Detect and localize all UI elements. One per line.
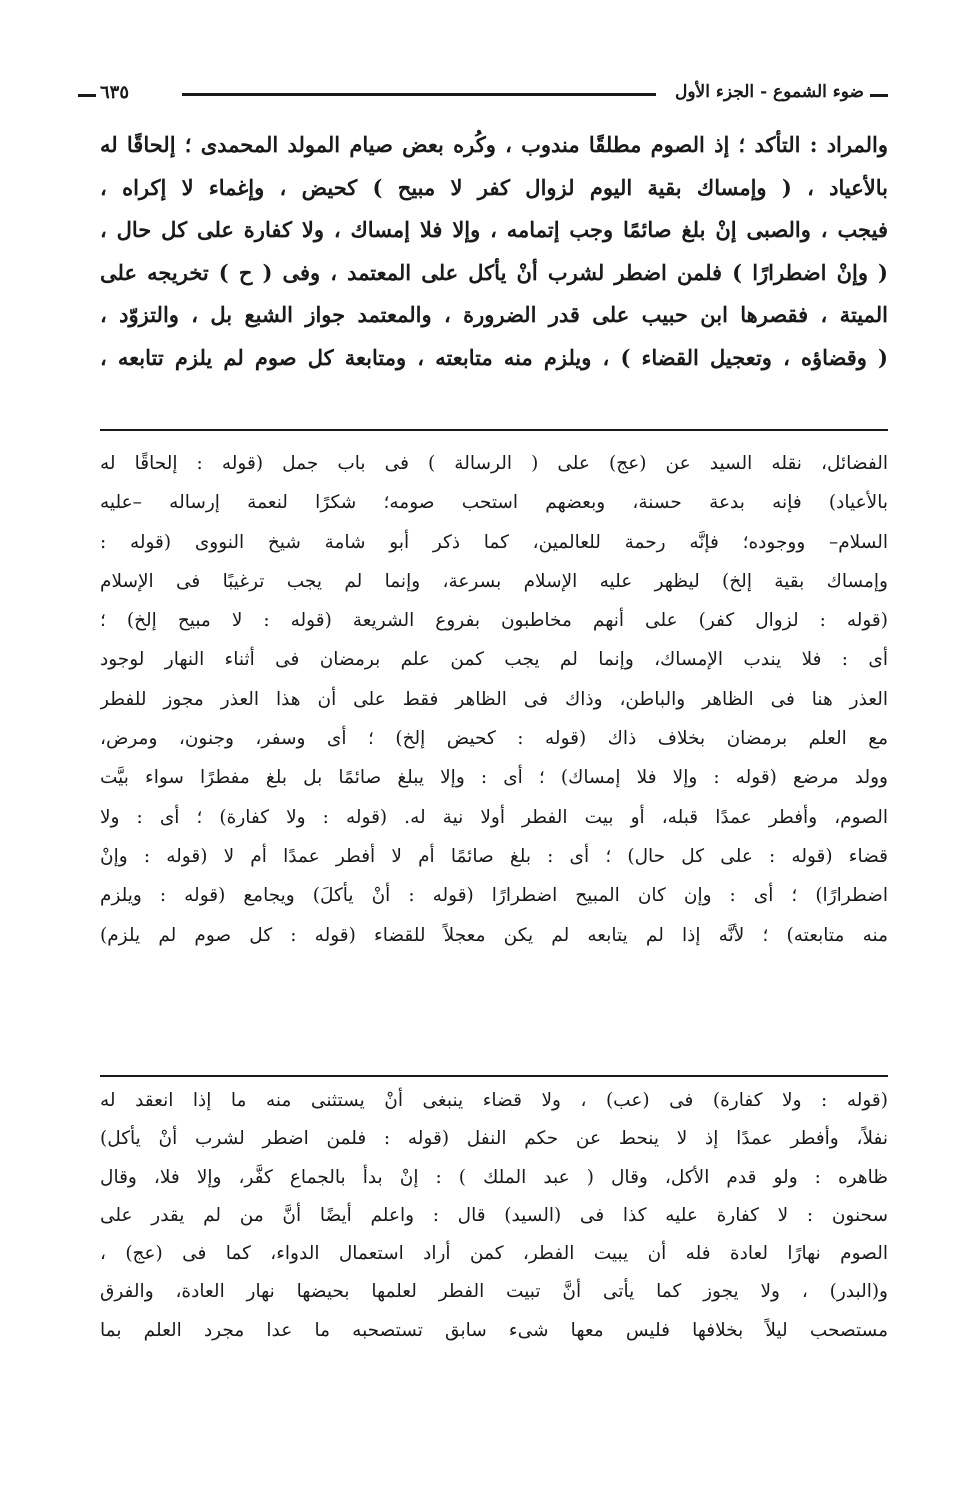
footnote-line: مستصحب ليلاً بخلافها فليس معها شىء سابق تستصحبه ما عدا مجرد العلم بما <box>100 1319 888 1341</box>
commentary-line: الفضائل، نقله السيد عن (عج) على ( الرسالة ) فى باب جمل (قوله : إلحاقًا له <box>100 453 888 474</box>
footnote-line: نفلاً، وأفطر عمدًا إذ لا ينحط عن حكم النفل (قوله : فلمن اضطر لشرب أنْ يأكل) <box>100 1128 888 1150</box>
commentary-line: بالأعياد) فإنه بدعة حسنة، وبعضهم استحب صومه؛ شكرًا لنعمة إرساله –عليه <box>100 492 888 514</box>
section-divider <box>100 1075 888 1077</box>
commentary-line: مع العلم برمضان بخلاف ذاك (قوله : كحيض إلخ) ؛ أى وسفر، وجنون، ومرض، <box>100 728 888 750</box>
section-divider <box>100 429 888 431</box>
commentary-line: وإمساك بقية إلخ) ليظهر عليه الإسلام بسرعة، وإنما لم يجب ترغيبًا فى الإسلام <box>100 570 888 592</box>
main-text-line: ( وقضاؤه ، وتعجيل القضاء ) ، ويلزم منه متابعته ، ومتابعة كل صوم لم يلزم تتابعه ، <box>100 344 888 370</box>
commentary-line: (قوله : لزوال كفر) على أنهم مخاطبون بفروع الشريعة (قوله : لا مبيح إلخ) ؛ <box>100 610 888 632</box>
commentary-line: أى : فلا يندب الإمساك، وإنما لم يجب كمن علم برمضان فى أثناء النهار لوجود <box>100 649 888 671</box>
footnote-line: ظاهره : ولو قدم الأكل، وقال ( عبد الملك ) : إنْ بدأ بالجماع كفَّر، وإلا فلا، وقال <box>100 1166 888 1188</box>
footnote-line: سحنون : لا كفارة عليه كذا فى (السيد) قال : واعلم أيضًا أنَّ من لم يقدر على <box>100 1204 888 1226</box>
commentary-line: اضطرارًا) ؛ أى : وإن كان المبيح اضطرارًا (قوله : أنْ يأكلَ) ويجامع (قوله : ويلزم <box>100 885 888 907</box>
commentary-line: منه متابعته) ؛ لأنَّه إذا لم يتابعه لم يكن معجلاً للقضاء (قوله : كل صوم لم يلزم) <box>100 924 888 946</box>
main-text-line: الميتة ، فقصرها ابن حبيب على قدر الضرورة ، والمعتمد جواز الشبع بل ، والتزوّد ، <box>100 302 888 328</box>
running-header <box>100 80 888 110</box>
footnotes-text <box>100 1082 888 1350</box>
main-text-line: والمراد : التأكد ؛ إذ الصوم مطلقًا مندوب ، وكُره بعض صيام المولد المحمدى ؛ إلحاقًا له <box>100 132 888 157</box>
page-number: ٦٣٥ <box>100 82 130 103</box>
footnote-line: الصوم نهارًا لعادة فله أن يبيت الفطر، كمن أراد استعمال الدواء، كما فى (عج) ، <box>100 1243 888 1265</box>
commentary-line: الصوم، وأفطر عمدًا قبله، أو بيت الفطر أولا نية له. (قوله : ولا كفارة) ؛ أى : ولا <box>100 806 888 828</box>
commentary-line: السلام– ووجوده؛ فإنَّه رحمة للعالمين، كما ذكر أبو شامة شيخ النووى (قوله : <box>100 531 888 553</box>
footnote-line: و(البدر) ، ولا يجوز كما يأتى أنَّ تبيت الفطر لعلمها بحيضها نهار العادة، والفرق <box>100 1281 888 1303</box>
main-text-line: ( وإنْ اضطرارًا ) فلمن اضطر لشرب أنْ يأكل على المعتمد ، وفى ( ح ) تخريجه على <box>100 259 888 285</box>
main-text-line: بالأعياد ، ( وإمساك بقية اليوم لزوال كفر لا مبيح ) كحيض ، وإغماء لا إكراه ، <box>100 174 888 200</box>
commentary-line: قضاء (قوله : على كل حال) ؛ أى : بلغ صائمًا أم لا أفطر عمدًا أم لا (قوله : وإنْ <box>100 845 888 867</box>
main-text-line: فيجب ، والصبى إنْ بلغ صائمًا وجب إتمامه ، وإلا فلا إمساك ، ولا كفارة على كل حال ، <box>100 217 888 243</box>
footnote-line: (قوله : ولا كفارة) فى (عب) ، ولا قضاء ينبغى أنْ يستثنى منه ما إذا انعقد له <box>100 1090 888 1111</box>
commentary-line: العذر هنا فى الظاهر والباطن، وذاك فى الظاهر فقط على أن هذا العذر مجوز للفطر <box>100 688 888 710</box>
commentary-text <box>100 444 888 955</box>
main-text <box>100 124 888 380</box>
header-rule <box>182 93 656 96</box>
header-title: ضوء الشموع - الجزء الأول <box>675 82 888 102</box>
commentary-line: وولد مرضع (قوله : وإلا فلا إمساك) ؛ أى : وإلا يبلغ صائمًا بل بلغ مفطرًا سواء بيَّت <box>100 767 888 789</box>
